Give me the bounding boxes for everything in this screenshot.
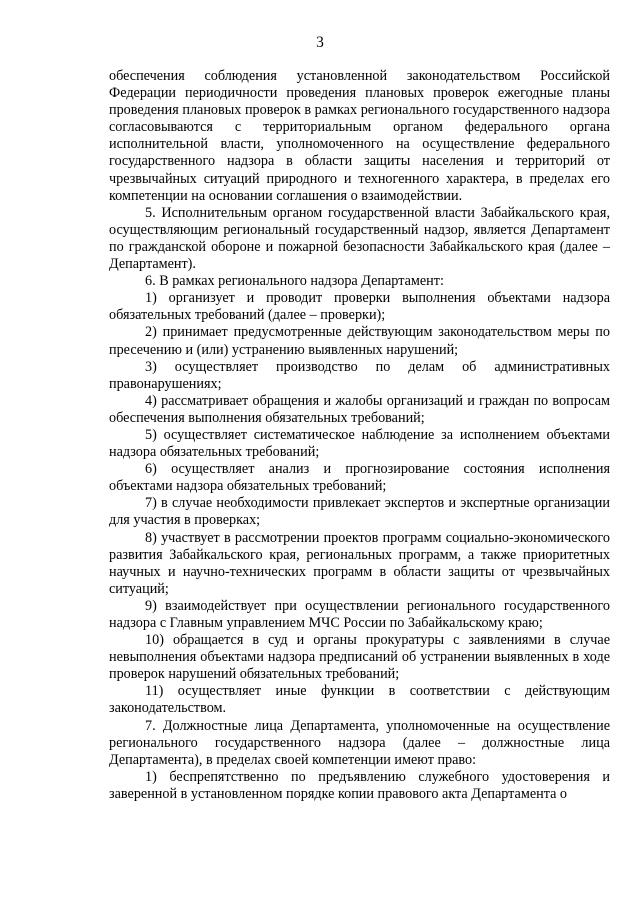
list-item-6-2: 2) принимает предусмотренные действующим законодательством меры по пресечению и (или) устранению выявленных нарушений; [109,324,610,358]
paragraph-clause-6: 6. В рамках регионального надзора Департамент: [145,273,444,290]
list-item-6-6: 6) осуществляет анализ и прогнозирование состояния исполнения объектами надзора обязательных требований; [109,461,610,495]
list-item-6-7: 7) в случае необходимости привлекает экспертов и экспертные организации для участия в проверках; [109,495,610,529]
list-item-6-10: 10) обращается в суд и органы прокуратуры с заявлениями в случае невыполнения объектами надзора предписаний об устранении выявленных в ходе проверок нарушений обязательных требований; [109,632,610,683]
list-item-6-3: 3) осуществляет производство по делам об административных правонарушениях; [109,358,610,392]
list-item-7-1: 1) беспрепятственно по предъявлению служебного удостоверения и заверенной в установленном порядке копии правового акта Департамента о [109,768,610,802]
list-item-6-11: 11) осуществляет иные функции в соответствии с действующим законодательством. [109,683,610,717]
list-item-6-9: 9) взаимодействует при осуществлении регионального государственного надзора с Главным управлением МЧС России по Забайкальскому краю; [109,597,610,631]
list-item-6-5: 5) осуществляет систематическое наблюдение за исполнением объектами надзора обязательных требований; [109,426,610,461]
document-body [109,68,610,803]
paragraph-continuation: обеспечения соблюдения установленной законодательством Российской Федерации периодичности проведения плановых проверок ежегодные планы проведения плановых проверок в рамках регионального государственного надзора согласовываются с территориальным органом федерального органа исполнительной власти, уполномоченного на осуществление федерального государственного надзора в области защиты населения и территорий от чрезвычайных ситуаций природного и техногенного характера, в пределах его компетенции на основании соглашения о взаимодействии. [109,68,610,204]
list-item-6-8: 8) участвует в рассмотрении проектов программ социально-экономического развития Забайкальского края, региональных программ, а также приоритетных научных и научно-технических программ в области защиты от чрезвычайных ситуаций; [109,529,610,597]
page-number: 3 [316,34,324,51]
list-item-6-1: 1) организует и проводит проверки выполнения объектами надзора обязательных требований (далее – проверки); [109,290,610,324]
paragraph-clause-5: 5. Исполнительным органом государственной власти Забайкальского края, осуществляющим региональный государственный надзор, является Департамент по гражданской обороне и пожарной безопасности Забайкальского края (далее – Департамент). [109,204,610,273]
list-item-6-4: 4) рассматривает обращения и жалобы организаций и граждан по вопросам обеспечения выполнения обязательных требований; [109,392,610,426]
paragraph-clause-7: 7. Должностные лица Департамента, уполномоченные на осуществление регионального государственного надзора (далее – должностные лица Департамента), в пределах своей компетенции имеют право: [109,717,610,768]
